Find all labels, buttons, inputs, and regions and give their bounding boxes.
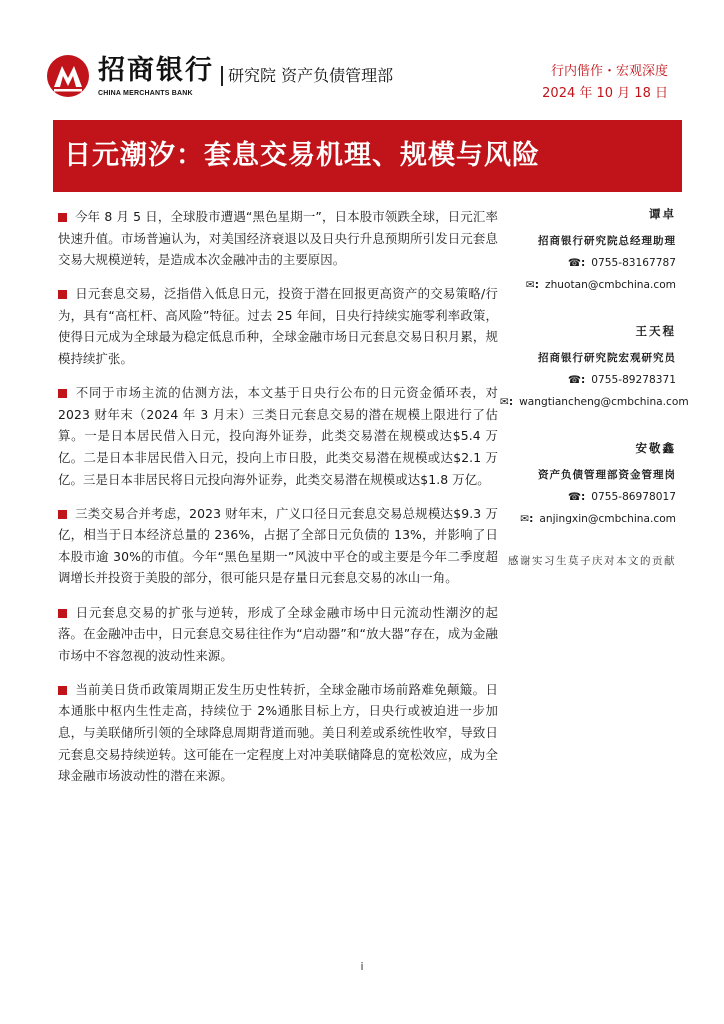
author-phone bbox=[500, 489, 676, 505]
square-bullet-icon bbox=[58, 290, 67, 299]
author-position: 招商银行研究院宏观研究员 bbox=[538, 352, 676, 364]
page-number: i bbox=[360, 960, 364, 973]
paragraph-text: 日元套息交易，泛指借入低息日元，投资于潜在回报更高资产的交易策略/行为，具有“高杠杆、高风险”特征。过去 25 年间，日央行持续实施零利率政策，使得日元成为全球最为稳定低息币种，全球金融市场日元套息交易日积月累，规模持续扩张。 bbox=[58, 286, 498, 367]
author-phone bbox=[500, 372, 676, 388]
author-name: 安敬鑫 bbox=[635, 441, 676, 455]
paragraph-text: 当前美日货币政策周期正发生历史性转折，全球金融市场前路难免颠簸。日本通胀中枢内生性走高，持续位于 2%通胀目标上方，日央行或被迫进一步加息，与美联储所引领的全球降息周期背道而驰。美日利差或系统性收窄，导致日元套息交易持续逆转。这可能在一定程度上对冲美联储降息的宽松效应，成为全球金融市场波动性的潜在来源。 bbox=[58, 681, 498, 784]
phone-number: 0755-89278371 bbox=[591, 374, 676, 386]
summary-paragraph bbox=[58, 206, 498, 271]
square-bullet-icon bbox=[58, 213, 67, 222]
phone-number: 0755-83167787 bbox=[591, 257, 676, 269]
department-label: 研究院 资产负债管理部 bbox=[228, 66, 394, 85]
email-icon: ✉: bbox=[500, 396, 514, 408]
square-bullet-icon bbox=[58, 686, 67, 695]
paragraph-text: 今年 8 月 5 日，全球股市遭遇“黑色星期一”，日本股市领跌全球，日元汇率快速升值。市场普遍认为，对美国经济衰退以及日央行升息预期所引发日元套息交易大规模逆转，是造成本次金融冲击的主要原因。 bbox=[58, 209, 498, 268]
doc-type-label: 行内偕作・宏观深度 bbox=[550, 64, 668, 79]
email-icon: ✉: bbox=[525, 279, 540, 291]
author-name: 谭卓 bbox=[649, 207, 676, 221]
author-block bbox=[500, 440, 676, 527]
author-email bbox=[500, 394, 689, 410]
square-bullet-icon bbox=[58, 510, 67, 519]
author-block bbox=[500, 323, 689, 410]
paragraph-text: 日元套息交易的扩张与逆转，形成了全球金融市场中日元流动性潮汐的起落。在金融冲击中，日元套息交易往往作为“启动器”和“放大器”存在，成为金融市场中不容忽视的波动性来源。 bbox=[58, 604, 498, 663]
phone-icon: ☎: bbox=[567, 374, 586, 386]
summary-body bbox=[58, 206, 498, 799]
email-icon: ✉: bbox=[520, 513, 534, 525]
paragraph-text: 不同于市场主流的估测方法，本文基于日央行公布的日元资金循环表，对 2023 财年末（2024 年 3 月末）三类日元套息交易的潜在规模上限进行了估算。一是日本居民借入日元，投向海外证券，此类交易潜在规模或达$5.4 万亿。二是日本非居民借入日元，投向上市日股，此类交易潜在规模或达$2.1 万亿。三是日本非居民将日元投向海外证券，此类交易潜在规模或达$1.8 万亿。 bbox=[58, 385, 498, 487]
email-address[interactable]: zhuotan@cmbchina.com bbox=[545, 279, 676, 291]
summary-paragraph bbox=[58, 679, 498, 787]
author-position: 资产负债管理部资金管理岗 bbox=[538, 469, 676, 481]
summary-paragraph bbox=[58, 503, 498, 589]
author-block bbox=[500, 206, 676, 293]
title-banner bbox=[53, 120, 682, 192]
summary-paragraph bbox=[58, 382, 498, 490]
author-sidebar bbox=[500, 206, 689, 568]
bank-name-en: CHINA MERCHANTS BANK bbox=[98, 90, 193, 97]
square-bullet-icon bbox=[58, 389, 67, 398]
summary-paragraph bbox=[58, 602, 498, 667]
summary-paragraph bbox=[58, 283, 498, 369]
header-divider bbox=[221, 66, 223, 86]
paragraph-text: 三类交易合并考虑，2023 财年末，广义口径日元套息交易总规模达$9.3 万亿，相当于日本经济总量的 236%，占据了全部日元负债的 13%，并影响了日本股市逾 30%的市值。今年“黑色星期一”风波中平仓的或主要是今年二季度超调增长并投资于美股的部分，很可能只是存量日元套息交易的冰山一角。 bbox=[58, 505, 498, 586]
phone-icon: ☎: bbox=[567, 257, 586, 269]
email-address[interactable]: wangtiancheng@cmbchina.com bbox=[519, 396, 689, 408]
email-address[interactable]: anjingxin@cmbchina.com bbox=[539, 513, 676, 525]
acknowledgement: 感谢实习生莫子庆对本文的贡献 bbox=[508, 555, 676, 567]
author-position: 招商银行研究院总经理助理 bbox=[538, 235, 676, 247]
phone-number: 0755-86978017 bbox=[591, 491, 676, 503]
author-phone bbox=[500, 255, 676, 271]
doc-date: 2024 年 10 月 18 日 bbox=[542, 86, 668, 101]
bank-name-cn: 招商银行 bbox=[98, 55, 214, 86]
author-name: 王天程 bbox=[635, 324, 676, 338]
cmb-logo-icon bbox=[46, 54, 90, 98]
page-title: 日元潮汐：套息交易机理、规模与风险 bbox=[64, 140, 540, 171]
author-email bbox=[500, 277, 676, 293]
square-bullet-icon bbox=[58, 609, 67, 618]
author-email bbox=[500, 511, 676, 527]
phone-icon: ☎: bbox=[567, 491, 586, 503]
